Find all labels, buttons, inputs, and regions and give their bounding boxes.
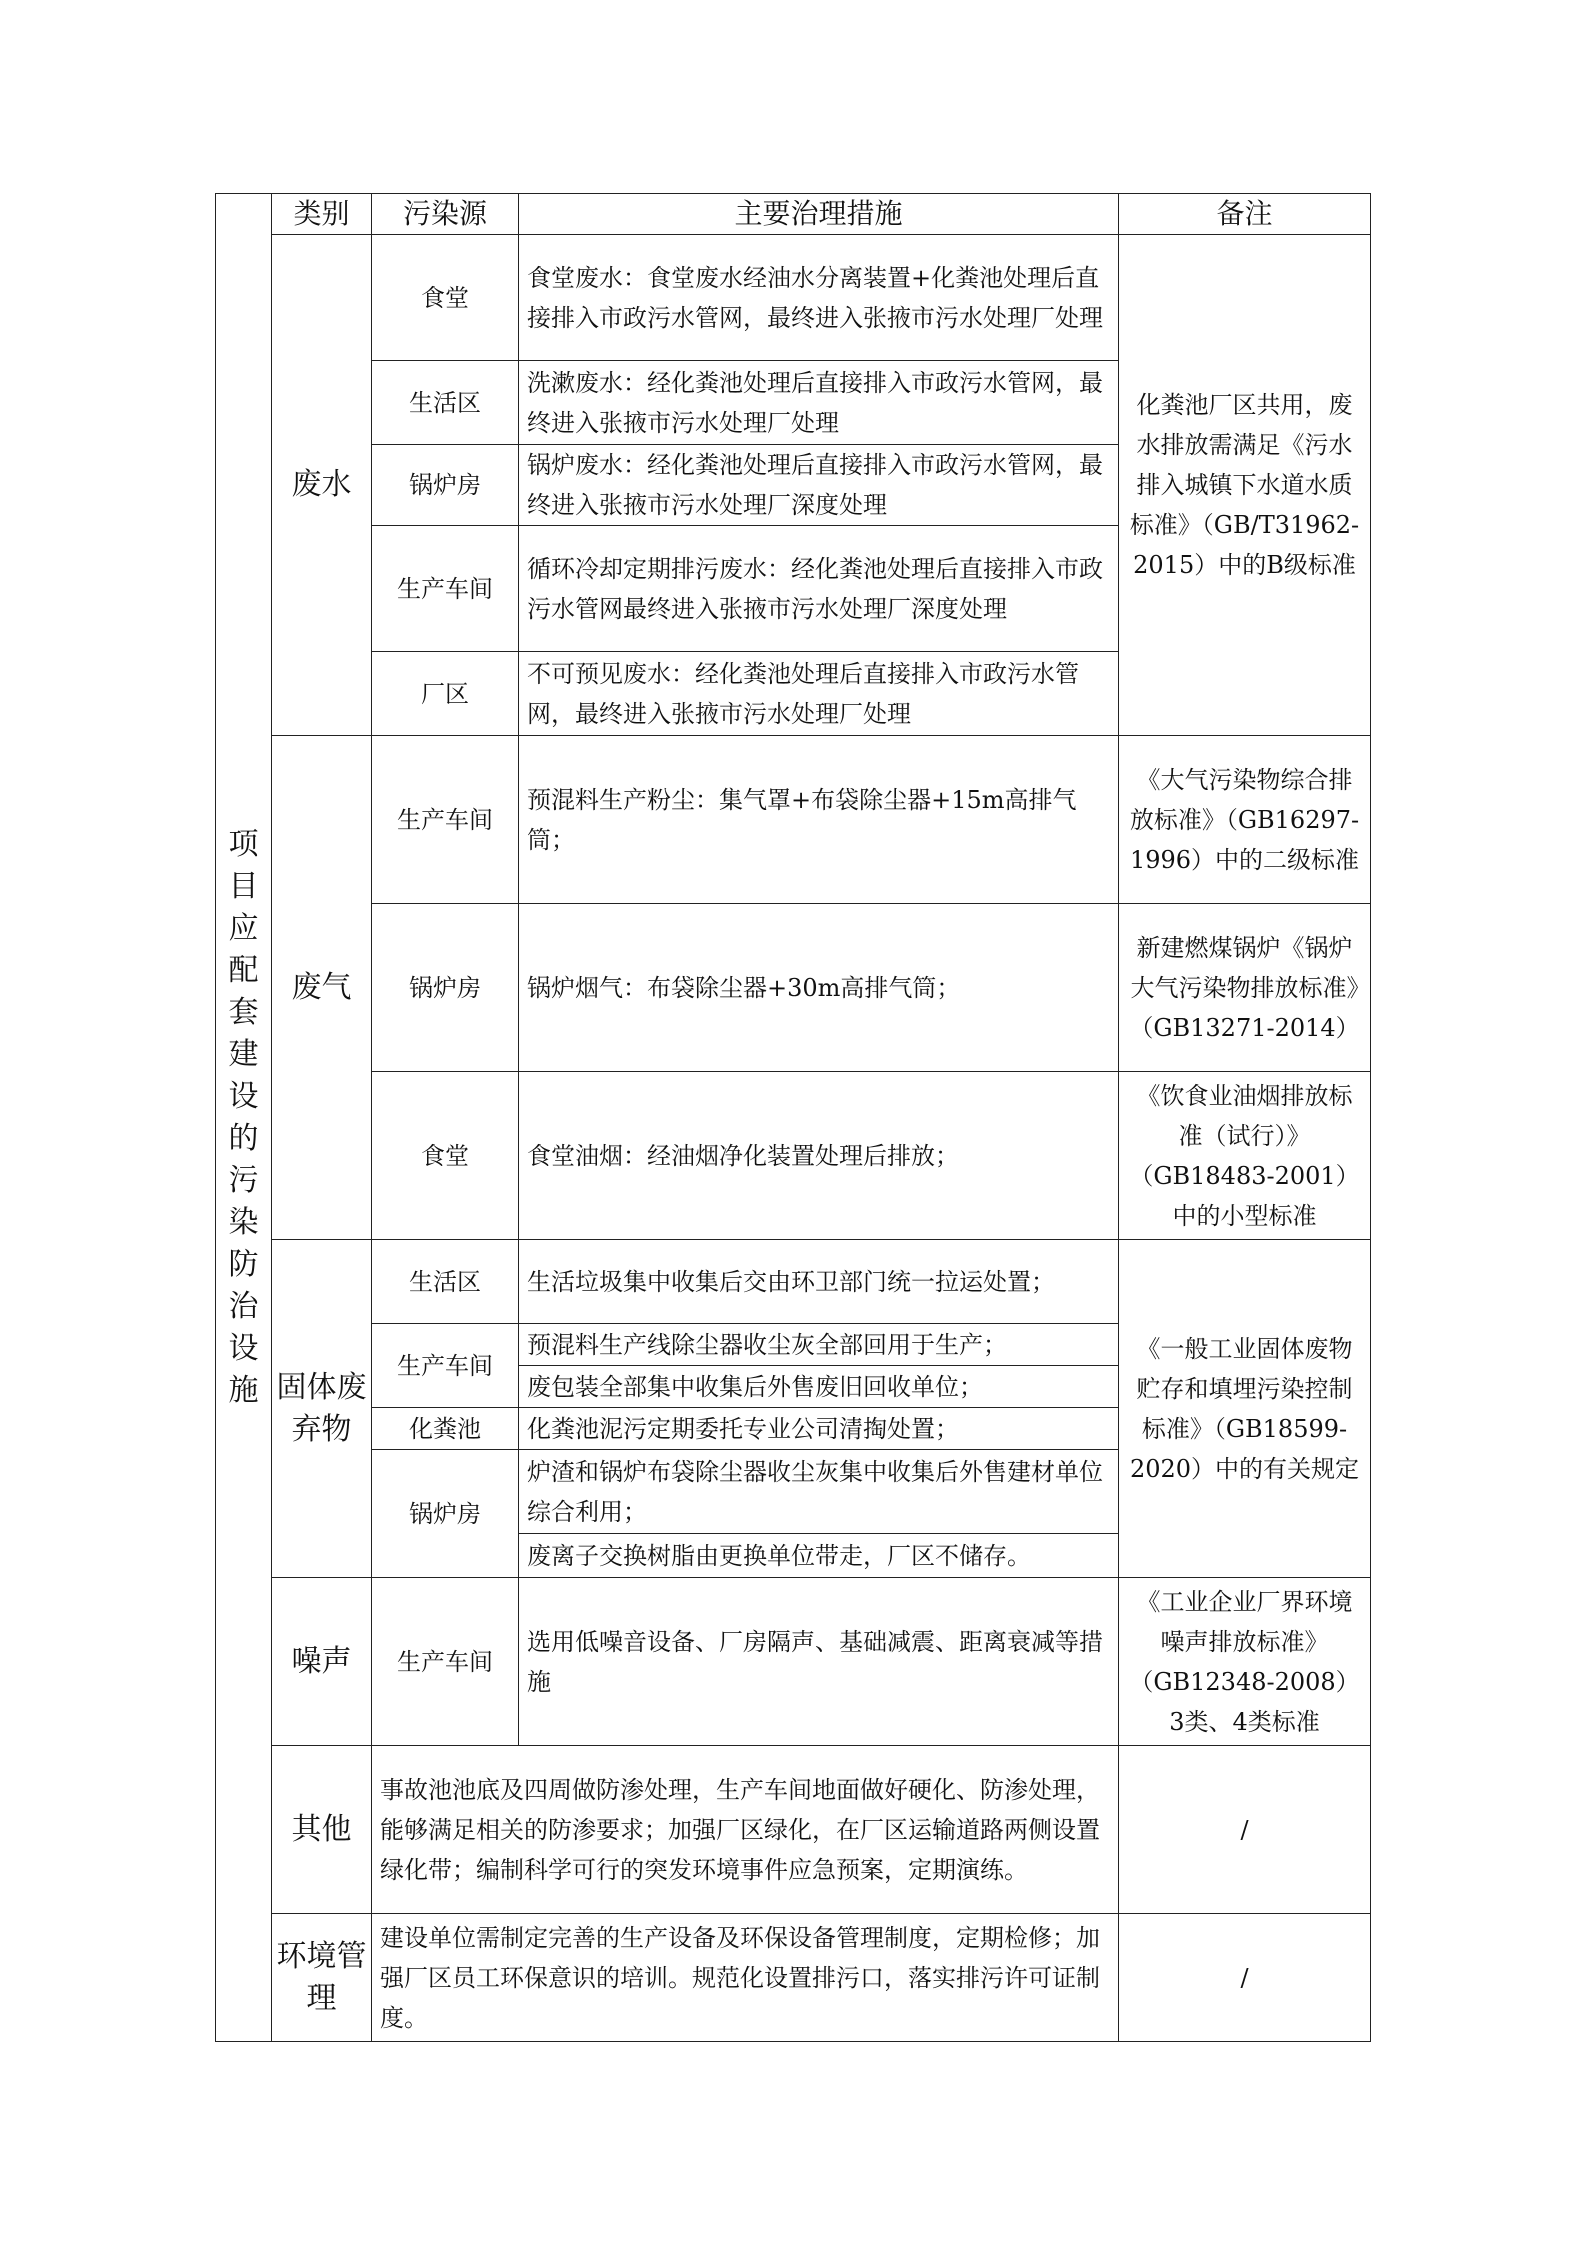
- measure-cell: 废离子交换树脂由更换单位带走，厂区不储存。: [519, 1534, 1119, 1578]
- header-measures: 主要治理措施: [519, 194, 1119, 235]
- source-cell: 锅炉房: [372, 904, 519, 1072]
- source-cell: 生产车间: [372, 1324, 519, 1408]
- measure-cell: 炉渣和锅炉布袋除尘器收尘灰集中收集后外售建材单位综合利用；: [519, 1450, 1119, 1534]
- note-solid-waste: 《一般工业固体废物贮存和填埋污染控制标准》（GB18599-2020）中的有关规定: [1119, 1240, 1371, 1578]
- measure-cell: 循环冷却定期排污废水：经化粪池处理后直接排入市政污水管网最终进入张掖市污水处理厂深度处理: [519, 526, 1119, 652]
- pollution-control-table: [215, 193, 1371, 2042]
- category-solid-waste: 固体废弃物: [272, 1240, 372, 1578]
- measure-cell: 化粪池泥污定期委托专业公司清掏处置；: [519, 1408, 1119, 1450]
- table-row: [216, 1240, 1371, 1324]
- source-cell: 锅炉房: [372, 445, 519, 526]
- category-waste-gas: 废气: [272, 736, 372, 1240]
- note-cell: 新建燃煤锅炉《锅炉大气污染物排放标准》（GB13271-2014）: [1119, 904, 1371, 1072]
- table-row: [216, 904, 1371, 1072]
- measure-cell: 锅炉烟气：布袋除尘器+30m高排气筒；: [519, 904, 1119, 1072]
- source-cell: 生活区: [372, 361, 519, 445]
- measure-cell: 生活垃圾集中收集后交由环卫部门统一拉运处置；: [519, 1240, 1119, 1324]
- source-cell: 生活区: [372, 1240, 519, 1324]
- source-cell: 厂区: [372, 652, 519, 736]
- note-cell: /: [1119, 1746, 1371, 1914]
- source-cell: 生产车间: [372, 526, 519, 652]
- measure-cell: 废包装全部集中收集后外售废旧回收单位；: [519, 1366, 1119, 1408]
- category-noise: 噪声: [272, 1578, 372, 1746]
- note-cell: /: [1119, 1914, 1371, 2042]
- header-notes: 备注: [1119, 194, 1371, 235]
- source-cell: 锅炉房: [372, 1450, 519, 1578]
- category-management: 环境管理: [272, 1914, 372, 2042]
- header-category: 类别: [272, 194, 372, 235]
- measure-cell: 不可预见废水：经化粪池处理后直接排入市政污水管网，最终进入张掖市污水处理厂处理: [519, 652, 1119, 736]
- measure-cell: 预混料生产粉尘：集气罩+布袋除尘器+15m高排气筒；: [519, 736, 1119, 904]
- header-source: 污染源: [372, 194, 519, 235]
- measure-cell: 建设单位需制定完善的生产设备及环保设备管理制度，定期检修；加强厂区员工环保意识的培训。规范化设置排污口，落实排污许可证制度。: [372, 1914, 1119, 2042]
- source-cell: 生产车间: [372, 736, 519, 904]
- table-header-row: [216, 194, 1371, 235]
- measure-cell: 锅炉废水：经化粪池处理后直接排入市政污水管网，最终进入张掖市污水处理厂深度处理: [519, 445, 1119, 526]
- category-wastewater: 废水: [272, 235, 372, 736]
- category-other: 其他: [272, 1746, 372, 1914]
- note-cell: 《饮食业油烟排放标准（试行）》（GB18483-2001）中的小型标准: [1119, 1072, 1371, 1240]
- table-row: [216, 1914, 1371, 2042]
- source-cell: 食堂: [372, 1072, 519, 1240]
- source-cell: 食堂: [372, 235, 519, 361]
- note-wastewater: 化粪池厂区共用，废水排放需满足《污水排入城镇下水道水质标准》（GB/T31962-2015）中的B级标准: [1119, 235, 1371, 736]
- source-cell: 化粪池: [372, 1408, 519, 1450]
- table-row: [216, 235, 1371, 361]
- note-cell: 《大气污染物综合排放标准》（GB16297-1996）中的二级标准: [1119, 736, 1371, 904]
- measure-cell: 预混料生产线除尘器收尘灰全部回用于生产；: [519, 1324, 1119, 1366]
- section-label-cell: [216, 194, 272, 2042]
- source-cell: 生产车间: [372, 1578, 519, 1746]
- measure-cell: 洗漱废水：经化粪池处理后直接排入市政污水管网，最终进入张掖市污水处理厂处理: [519, 361, 1119, 445]
- table-row: [216, 736, 1371, 904]
- table-row: [216, 1746, 1371, 1914]
- table-row: [216, 1072, 1371, 1240]
- table-row: [216, 1578, 1371, 1746]
- section-label: 项目应配套建设的污染防治设施: [228, 826, 259, 1408]
- note-cell: 《工业企业厂界环境噪声排放标准》（GB12348-2008）3类、4类标准: [1119, 1578, 1371, 1746]
- measure-cell: 食堂废水：食堂废水经油水分离装置+化粪池处理后直接排入市政污水管网，最终进入张掖市污水处理厂处理: [519, 235, 1119, 361]
- measure-cell: 事故池池底及四周做防渗处理，生产车间地面做好硬化、防渗处理，能够满足相关的防渗要求；加强厂区绿化，在厂区运输道路两侧设置绿化带；编制科学可行的突发环境事件应急预案，定期演练。: [372, 1746, 1119, 1914]
- measure-cell: 选用低噪音设备、厂房隔声、基础减震、距离衰减等措施: [519, 1578, 1119, 1746]
- measure-cell: 食堂油烟：经油烟净化装置处理后排放；: [519, 1072, 1119, 1240]
